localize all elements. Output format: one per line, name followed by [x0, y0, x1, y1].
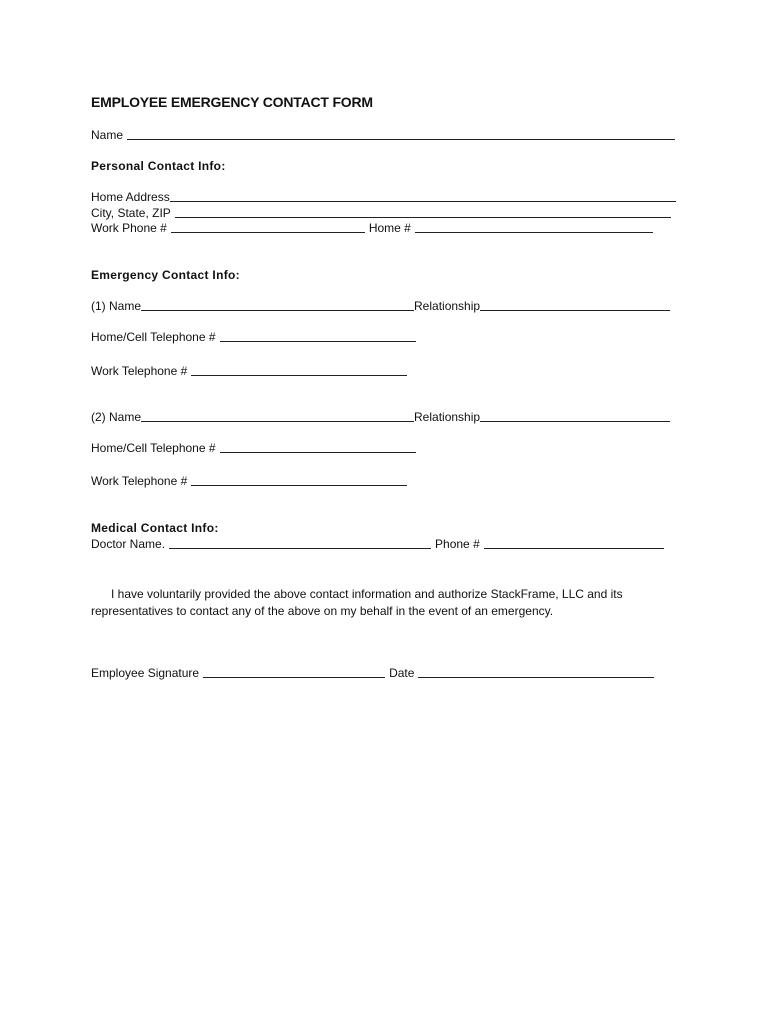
contact2-work-tel-label: Work Telephone #	[91, 474, 188, 488]
contact2-home-cell-field[interactable]	[220, 442, 416, 453]
signature-field[interactable]	[203, 667, 385, 678]
home-address-label: Home Address	[91, 190, 170, 204]
contact2-home-cell-label: Home/Cell Telephone #	[91, 441, 216, 455]
date-field[interactable]	[418, 667, 654, 678]
name-field[interactable]	[127, 129, 675, 140]
contact2-relationship-label: Relationship	[414, 410, 481, 424]
name-row	[91, 128, 675, 142]
personal-contact-heading: Personal Contact Info:	[91, 159, 226, 173]
city-state-zip-field[interactable]	[175, 207, 671, 218]
home-address-field[interactable]	[170, 191, 676, 202]
name-label: Name	[91, 128, 124, 142]
signature-row	[91, 666, 654, 680]
city-state-zip-label: City, State, ZIP	[91, 206, 171, 220]
home-phone-field[interactable]	[415, 222, 653, 233]
contact1-name-label: (1) Name	[91, 299, 142, 313]
work-phone-field[interactable]	[171, 222, 365, 233]
phone-row	[91, 221, 653, 235]
contact1-work-tel-row	[91, 364, 407, 378]
emergency-contact-heading: Emergency Contact Info:	[91, 268, 240, 282]
doctor-name-field[interactable]	[169, 538, 431, 549]
contact1-home-cell-field[interactable]	[220, 331, 416, 342]
authorization-statement: I have voluntarily provided the above contact information and authorize StackFrame, LLC and its representatives to contact any of the above on my behalf in the event of an emergency.	[91, 587, 623, 618]
signature-label: Employee Signature	[91, 666, 200, 680]
date-label: Date	[389, 666, 415, 680]
contact1-name-row	[91, 299, 670, 313]
work-phone-label: Work Phone #	[91, 221, 167, 235]
doctor-name-label: Doctor Name.	[91, 537, 166, 551]
contact1-relationship-field[interactable]	[480, 300, 670, 311]
medical-contact-heading: Medical Contact Info:	[91, 521, 219, 535]
home-phone-label: Home #	[368, 221, 411, 235]
contact1-home-cell-label: Home/Cell Telephone #	[91, 330, 216, 344]
doctor-phone-field[interactable]	[484, 538, 664, 549]
contact1-name-field[interactable]	[141, 300, 414, 311]
contact2-name-field[interactable]	[141, 411, 414, 422]
doctor-phone-label: Phone #	[435, 537, 480, 551]
contact2-relationship-field[interactable]	[480, 411, 670, 422]
contact2-name-row	[91, 410, 670, 424]
city-state-zip-row	[91, 206, 671, 220]
contact1-relationship-label: Relationship	[414, 299, 481, 313]
doctor-row	[91, 537, 664, 551]
form-title: EMPLOYEE EMERGENCY CONTACT FORM	[91, 94, 373, 110]
contact1-home-cell-row	[91, 330, 416, 344]
contact2-name-label: (2) Name	[91, 410, 142, 424]
contact2-work-tel-field[interactable]	[191, 475, 407, 486]
contact2-work-tel-row	[91, 474, 407, 488]
home-address-row	[91, 190, 676, 204]
contact2-home-cell-row	[91, 441, 416, 455]
contact1-work-tel-label: Work Telephone #	[91, 364, 188, 378]
contact1-work-tel-field[interactable]	[191, 365, 407, 376]
